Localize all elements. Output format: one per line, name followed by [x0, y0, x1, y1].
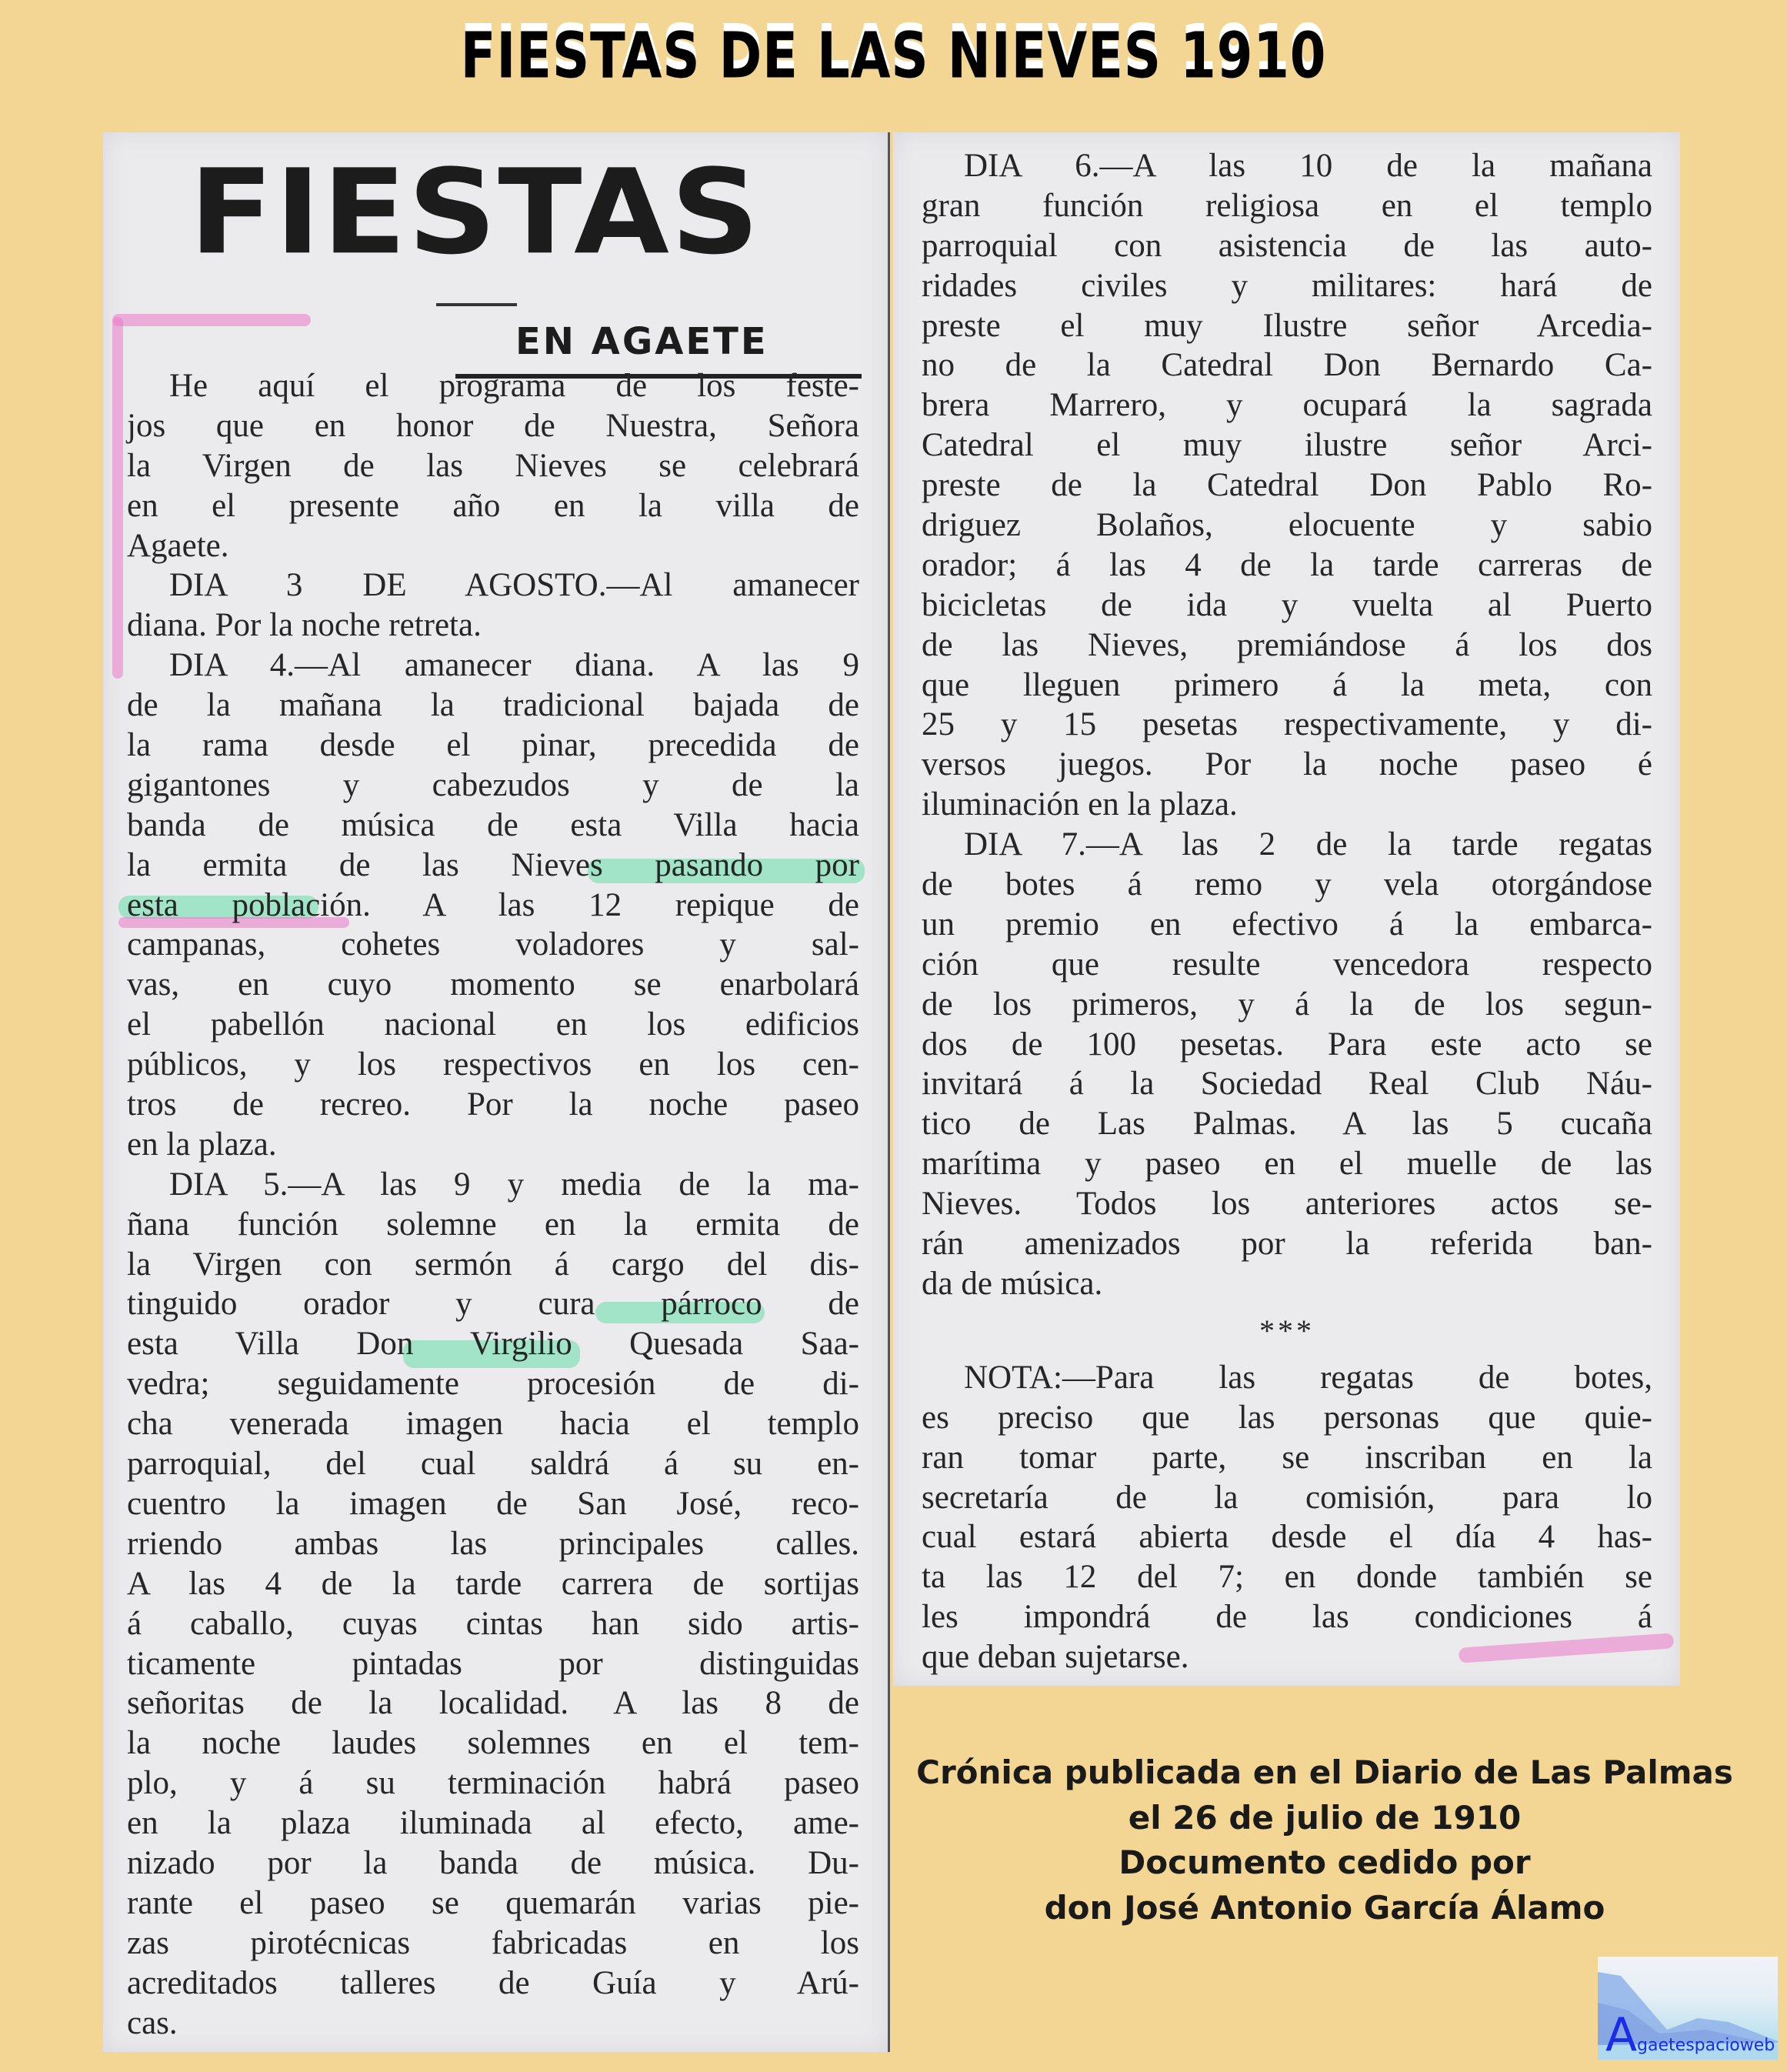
text-line: diana. Por la noche retreta. — [127, 607, 482, 644]
article-paragraph — [127, 646, 859, 1165]
text-line: no de la Catedral Don Bernardo Ca- — [922, 347, 1652, 384]
text-line: en la plaza. — [127, 1126, 277, 1163]
text-line: secretaría de la comisión, para lo — [922, 1479, 1652, 1516]
right-article-column — [922, 146, 1652, 1677]
page-title: FIESTAS DE LAS NIEVES 1910 — [460, 19, 1327, 93]
text-line: DIA 6.—A las 10 de la mañana — [964, 148, 1652, 184]
text-line: cha venerada imagen hacia el templo — [127, 1406, 859, 1443]
text-line: rante el paseo se quemarán varias pie- — [127, 1884, 859, 1921]
text-line: NOTA:—Para las regatas de botes, — [964, 1359, 1652, 1396]
text-line: invitará á la Sociedad Real Club Náu- — [922, 1066, 1652, 1103]
text-line: de botes á remo y vela otorgándose — [922, 866, 1652, 903]
text-line: gran función religiosa en el templo — [922, 187, 1652, 224]
caption — [892, 1750, 1757, 1930]
text-line: que deban sujetarse. — [922, 1639, 1189, 1676]
left-article-column — [127, 366, 859, 2043]
pink-highlight-mark — [112, 317, 123, 679]
text-line: señoritas de la localidad. A las 8 de — [127, 1685, 859, 1722]
text-line: esta Villa Don Virgilio Quesada Saa- — [127, 1326, 859, 1363]
text-line: á caballo, cuyas cintas han sido artis- — [127, 1605, 859, 1642]
text-line: la Virgen con sermón á cargo del dis- — [127, 1246, 859, 1283]
text-line: gigantones y cabezudos y de la — [127, 766, 859, 803]
section-separator: *** — [1259, 1313, 1315, 1348]
text-line: ticamente pintadas por distinguidas — [127, 1645, 859, 1682]
text-line: públicos, y los respectivos en los cen- — [127, 1046, 859, 1083]
text-line: ción que resulte vencedora respecto — [922, 946, 1652, 983]
caption-line: el 26 de julio de 1910 — [1128, 1798, 1522, 1837]
text-line: 25 y 15 pesetas respectivamente, y di- — [922, 706, 1652, 743]
text-line: les impondrá de las condiciones á — [922, 1599, 1652, 1636]
text-line: DIA 7.—A las 2 de la tarde regatas — [964, 826, 1652, 863]
text-line: de la mañana la tradicional bajada de — [127, 687, 859, 724]
text-line: jos que en honor de Nuestra, Señora — [127, 407, 859, 444]
text-line: cas. — [127, 2004, 178, 2041]
text-line: zas pirotécnicas fabricadas en los — [127, 1924, 859, 1961]
article-paragraph — [127, 366, 859, 566]
text-line: rriendo ambas las principales calles. — [127, 1525, 859, 1562]
text-line: la noche laudes solemnes en el tem- — [127, 1725, 859, 1762]
text-line: cual estará abierta desde el día 4 has- — [922, 1519, 1652, 1556]
text-line: acreditados talleres de Guía y Arú- — [127, 1964, 859, 2001]
text-line: campanas, cohetes voladores y sal- — [127, 926, 859, 963]
divider — [436, 303, 517, 306]
article-paragraph — [127, 1165, 859, 2044]
text-line: brera Marrero, y ocupará la sagrada — [922, 387, 1652, 424]
text-line: bicicletas de ida y vuelta al Puerto — [922, 586, 1652, 623]
text-line: de las Nieves, premiándose á los dos — [922, 626, 1652, 663]
text-line: preste el muy Ilustre señor Arcedia- — [922, 307, 1652, 344]
newspaper-clipping-left-column — [103, 132, 890, 2052]
pink-highlight-mark — [112, 314, 311, 326]
logo-text: Agaetespacioweb — [1605, 2008, 1775, 2060]
text-line: A las 4 de la tarde carrera de sortijas — [127, 1565, 859, 1602]
article-paragraph — [922, 825, 1652, 1304]
text-line: ridades civiles y militares: hará de — [922, 267, 1652, 304]
newspaper-clipping-right-column — [893, 132, 1680, 1686]
text-line: nizado por la banda de música. Du- — [127, 1844, 859, 1881]
text-line: rán amenizados por la referida ban- — [922, 1226, 1652, 1263]
text-line: Nieves. Todos los anteriores actos se- — [922, 1186, 1652, 1223]
text-line: la rama desde el pinar, precedida de — [127, 727, 859, 764]
text-line: dos de 100 pesetas. Para este acto se — [922, 1026, 1652, 1063]
clipping-subheadline: EN AGAETE — [515, 320, 768, 363]
text-line: driguez Bolaños, elocuente y sabio — [922, 507, 1652, 544]
text-line: orador; á las 4 de la tarde carreras de — [922, 546, 1652, 583]
text-line: iluminación en la plaza. — [922, 786, 1238, 823]
text-line: tros de recreo. Por la noche paseo — [127, 1086, 859, 1123]
text-line: tico de Las Palmas. A las 5 cucaña — [922, 1106, 1652, 1143]
text-line: parroquial con asistencia de las auto- — [922, 227, 1652, 264]
text-line: la ermita de las Nieves pasando por — [127, 846, 859, 883]
text-line: el pabellón nacional en los edificios — [127, 1006, 859, 1043]
text-line: de los primeros, y á la de los segun- — [922, 986, 1652, 1023]
text-line: Catedral el muy ilustre señor Arci- — [922, 427, 1652, 464]
clipping-headline: FIESTAS — [189, 143, 762, 281]
caption-line: Documento cedido por — [1119, 1843, 1531, 1881]
text-line: DIA 3 DE AGOSTO.—Al amanecer — [169, 567, 859, 604]
text-line: vedra; seguidamente procesión de di- — [127, 1366, 859, 1403]
text-line: vas, en cuyo momento se enarbolará — [127, 966, 859, 1003]
text-line: que lleguen primero á la meta, con — [922, 666, 1652, 703]
text-line: es preciso que las personas que quie- — [922, 1399, 1652, 1436]
text-line: ran tomar parte, se inscriban en la — [922, 1439, 1652, 1476]
text-line: banda de música de esta Villa hacia — [127, 806, 859, 843]
text-line: preste de la Catedral Don Pablo Ro- — [922, 467, 1652, 504]
text-line: ta las 12 del 7; en donde también se — [922, 1559, 1652, 1596]
text-line: ñana función solemne en la ermita de — [127, 1206, 859, 1243]
text-line: Agaete. — [127, 527, 229, 564]
caption-line: Crónica publicada en el Diario de Las Palmas — [916, 1753, 1733, 1791]
caption-line: don José Antonio García Álamo — [1044, 1888, 1605, 1927]
text-line: un premio en efectivo á la embarca- — [922, 906, 1652, 943]
text-line: da de música. — [922, 1265, 1103, 1302]
text-line: cuentro la imagen de San José, reco- — [127, 1485, 859, 1522]
text-line: en la plaza iluminada al efecto, ame- — [127, 1805, 859, 1842]
text-line: plo, y á su terminación habrá paseo — [127, 1765, 859, 1802]
article-paragraph — [922, 146, 1652, 825]
text-line: DIA 4.—Al amanecer diana. A las 9 — [169, 647, 859, 684]
agaetespacioweb-logo — [1598, 1957, 1778, 2060]
text-line: versos juegos. Por la noche paseo é — [922, 746, 1652, 783]
text-line: la Virgen de las Nieves se celebrará — [127, 447, 859, 484]
text-line: tinguido orador y cura párroco de — [127, 1286, 859, 1323]
text-line: DIA 5.—A las 9 y media de la ma- — [169, 1166, 859, 1203]
text-line: esta población. A las 12 repique de — [127, 886, 859, 923]
text-line: He aquí el programa de los feste- — [169, 368, 859, 404]
text-line: en el presente año en la villa de — [127, 487, 859, 524]
text-line: parroquial, del cual saldrá á su en- — [127, 1446, 859, 1483]
article-paragraph — [127, 566, 859, 646]
text-line: marítima y paseo en el muelle de las — [922, 1146, 1652, 1183]
article-paragraph — [922, 1358, 1652, 1677]
